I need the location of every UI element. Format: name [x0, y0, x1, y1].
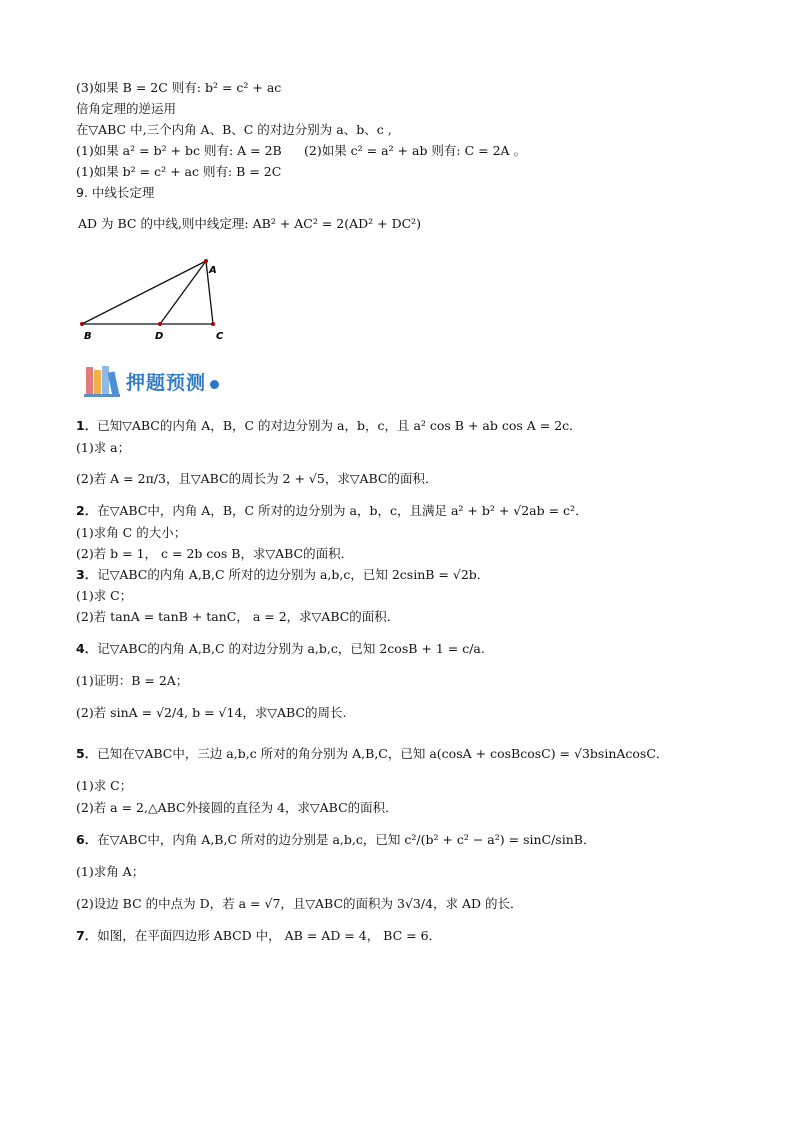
section-banner — [84, 363, 219, 399]
question-7-number: 7． — [76, 928, 98, 943]
question-6-part-1: (1)求角 A； — [76, 864, 145, 879]
theory-line-1: (3)如果 B = 2C 则有: b² = c² + ac — [76, 80, 282, 95]
theory-line-6: 9. 中线长定理 — [76, 185, 155, 200]
question-5-number: 5． — [76, 746, 98, 761]
question-6-number: 6． — [76, 832, 98, 847]
label-c: C — [216, 331, 224, 342]
label-d: D — [155, 331, 164, 342]
question-2-text: 在▽ABC中，内角 A，B，C 所对的边分别为 a，b，c，且满足 a² + b² + √2ab = c²． — [97, 503, 588, 518]
label-b: B — [84, 331, 92, 342]
question-3-part-2: (2)若 tanA = tanB + tanC， a = 2，求▽ABC的面积． — [76, 609, 400, 624]
question-6-stem — [76, 832, 595, 848]
question-2-number: 2． — [76, 503, 98, 518]
theory-line-7: AD 为 BC 的中线,则中线定理: AB² + AC² = 2(AD² + DC²) — [78, 216, 422, 231]
section-dot-icon — [210, 380, 219, 389]
label-a: A — [209, 265, 217, 276]
question-2-stem — [76, 503, 588, 519]
books-icon — [84, 364, 120, 398]
question-4-part-2: (2)若 sinA = √2/4, b = √14，求▽ABC的周长. — [76, 705, 347, 720]
vertex-a-dot — [204, 259, 208, 263]
question-3-stem — [76, 567, 489, 583]
theory-line-4a: (1)如果 a² = b² + bc 则有: A = 2B — [76, 143, 282, 158]
section-title: 押题预测 — [126, 371, 207, 394]
question-2-part-1: (1)求角 C 的大小； — [76, 525, 187, 540]
theory-line-5: (1)如果 b² = c² + ac 则有: B = 2C — [76, 164, 282, 179]
question-3-text: 记▽ABC的内角 A,B,C 所对的边分别为 a,b,c，已知 2csinB = √2b． — [97, 567, 490, 582]
vertex-d-dot — [158, 322, 162, 326]
theory-line-2: 倍角定理的逆运用 — [76, 101, 177, 116]
question-7-stem — [76, 928, 441, 944]
question-4-text: 记▽ABC的内角 A,B,C 的对边分别为 a,b,c，已知 2cosB + 1 = c/a. — [97, 641, 485, 656]
question-7-text: 如图，在平面四边形 ABCD 中， AB = AD = 4， BC = 6． — [97, 928, 442, 943]
question-6-part-2: (2)设边 BC 的中点为 D，若 a = √7，且▽ABC的面积为 3√3/4，求 AD 的长． — [76, 896, 523, 911]
question-1-part-1: (1)求 a； — [76, 440, 131, 455]
theory-line-4b: (2)如果 c² = a² + ab 则有: C = 2A 。 — [304, 143, 527, 158]
question-1-part-2: (2)若 A = 2π/3，且▽ABC的周长为 2 + √5，求▽ABC的面积． — [76, 471, 438, 486]
question-5-part-2: (2)若 a = 2,△ABC外接圆的直径为 4，求▽ABC的面积． — [76, 800, 398, 815]
question-6-text: 在▽ABC中，内角 A,B,C 所对的边分别是 a,b,c，已知 c²/(b² + c² − a²) = sinC/sinB． — [97, 832, 596, 847]
vertex-b-dot — [80, 322, 84, 326]
question-4-part-1: (1)证明：B = 2A； — [76, 673, 189, 688]
question-5-part-1: (1)求 C； — [76, 778, 133, 793]
question-4-stem — [76, 641, 485, 657]
question-4-number: 4． — [76, 641, 98, 656]
question-5-text: 已知在▽ABC中，三边 a,b,c 所对的角分别为 A,B,C，已知 a(cosA + cosBcosC) = √3bsinAcosC． — [97, 746, 669, 761]
question-5-stem — [76, 746, 668, 762]
vertex-c-dot — [211, 322, 215, 326]
question-3-number: 3． — [76, 567, 98, 582]
question-1-text: 已知▽ABC的内角 A，B，C 的对边分别为 a，b，c，且 a² cos B + ab cos A = 2c． — [97, 418, 582, 433]
median-triangle-figure — [74, 255, 234, 347]
question-2-part-2: (2)若 b = 1， c = 2b cos B，求▽ABC的面积． — [76, 546, 354, 561]
question-1-number: 1． — [76, 418, 98, 433]
theory-line-3: 在▽ABC 中,三个内角 A、B、C 的对边分别为 a、b、c , — [76, 122, 392, 137]
question-1-stem — [76, 418, 582, 434]
question-3-part-1: (1)求 C； — [76, 588, 133, 603]
